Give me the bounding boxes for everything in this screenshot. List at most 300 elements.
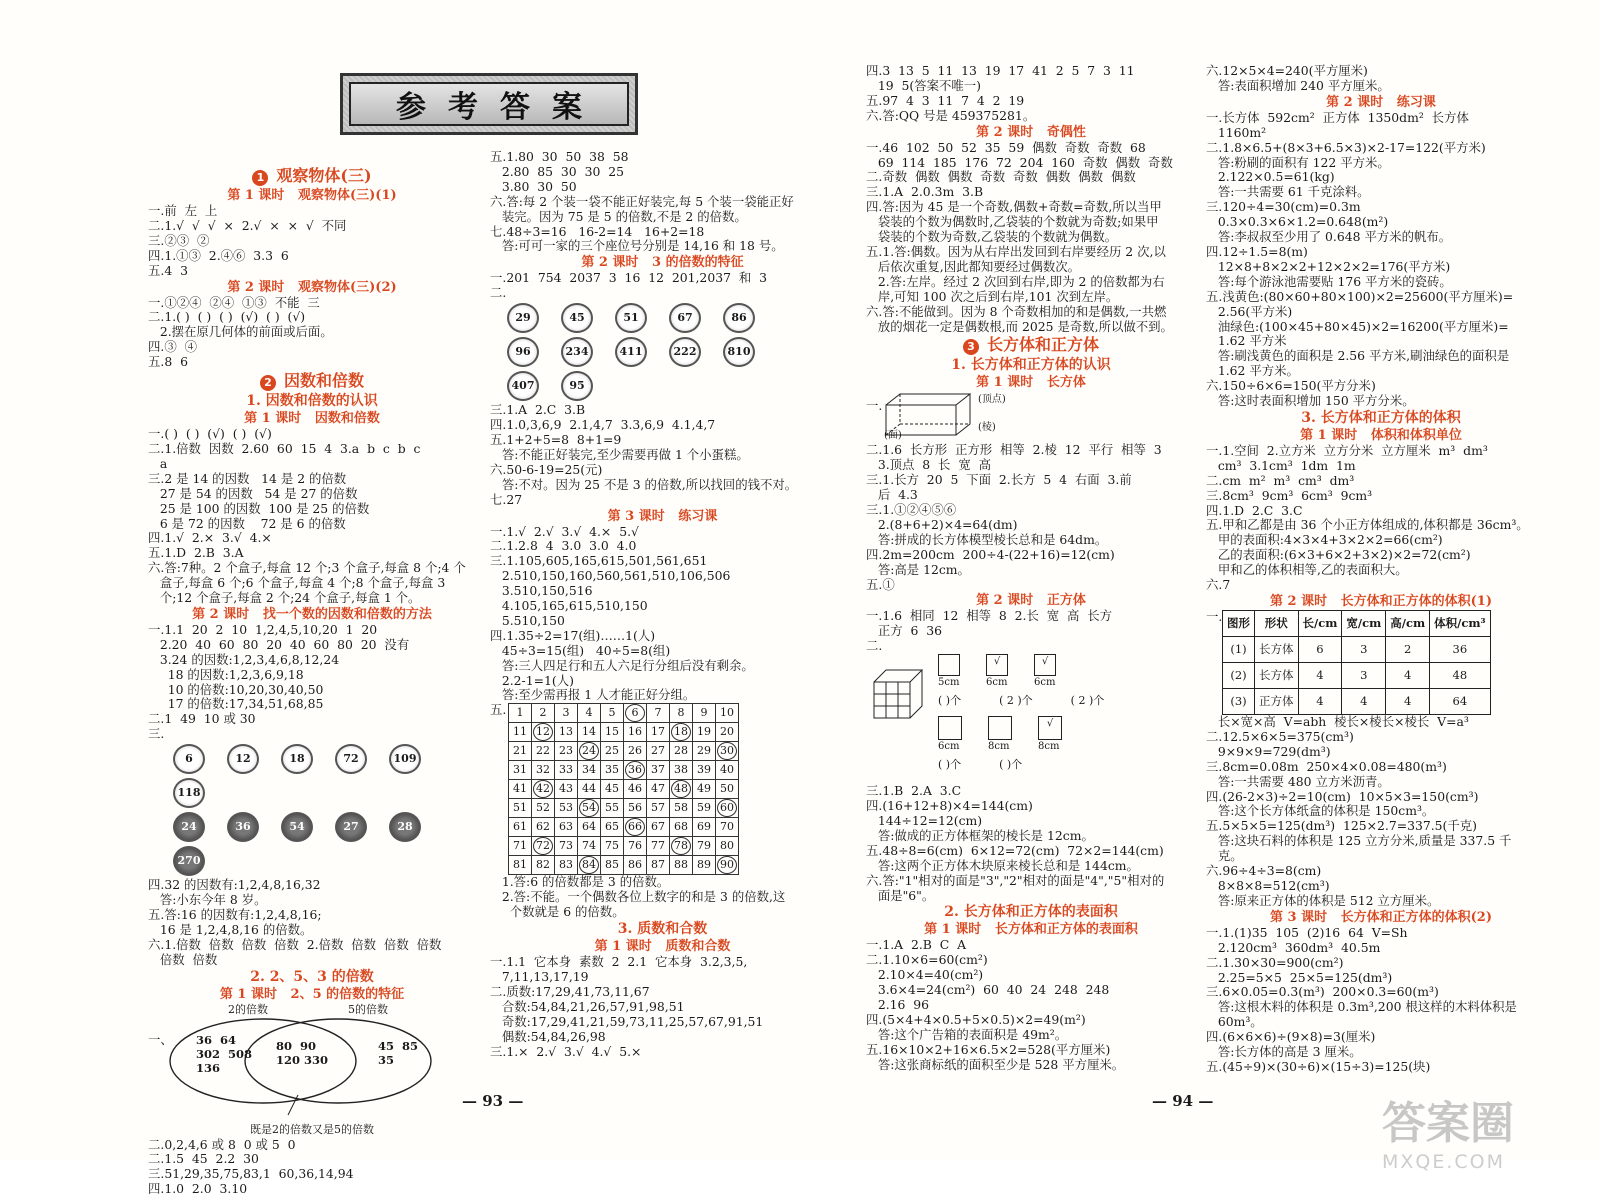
answer-line: 27 是 54 的因数 54 是 27 的倍数 [148, 485, 358, 501]
grid-cell: 48 [670, 780, 693, 799]
column-1 [148, 165, 476, 1197]
grid-cell: 19 [693, 723, 716, 742]
grid-cell: 69 [693, 818, 716, 837]
lesson-heading: 第 1 课时 观察物体(三)(1) [227, 188, 397, 203]
answer-line: 答:这个长方体纸盒的体积是 150cm³。 [1206, 803, 1435, 819]
number-badge: 51 [615, 303, 647, 333]
table-cell: 3 [1342, 637, 1386, 663]
answer-line: 六.答:QQ 号是 459375281。 [866, 107, 1036, 123]
answer-line: 4.105,165,615,510,150 [490, 598, 648, 614]
answer-line: 25 是 100 的因数 100 是 25 的倍数 [148, 500, 370, 516]
answer-line: 二.1.10×6=60(cm²) [866, 952, 988, 968]
answer-line: 二.0,2,4,6 或 8 0 或 5 0 [148, 1136, 296, 1152]
answer-line: 装完。因为 75 是 5 的倍数,不是 2 的倍数。 [490, 208, 747, 224]
grid-cell: 23 [555, 742, 578, 761]
square-row-2: 6cm 8cm √ 8cm [938, 716, 1062, 755]
answer-line: 35 [378, 1052, 395, 1067]
answer-line: 2.(8+6+2)×4=64(dm) [866, 516, 1018, 532]
answer-line: 2.摆在原几何体的前面或后面。 [148, 324, 333, 340]
grid-cell: 81 [509, 856, 532, 875]
grid-cell: 7 [647, 704, 670, 723]
answer-line: 80 90 [276, 1038, 317, 1053]
answer-line: 69 114 185 176 72 204 160 奇数 偶数 奇数 [866, 154, 1173, 170]
answer-line: 3.80 30 50 [490, 178, 577, 194]
answer-line: 偶数:54,84,26,98 [490, 1028, 606, 1044]
grid-cell: 66 [624, 818, 647, 837]
answer-line: 16 是 1,2,4,8,16 的倍数。 [148, 921, 313, 937]
answer-block [148, 1138, 476, 1197]
grid-cell: 58 [670, 799, 693, 818]
answer-line: 五.1+2+5=8 8+1=9 [490, 431, 622, 447]
table-cell: 48 [1430, 663, 1490, 689]
grid-cell: 26 [624, 742, 647, 761]
answer-line: 2.25=5×5 25×5=125(dm³) [1206, 969, 1393, 985]
grid-cell: 72 [532, 837, 555, 856]
table-cell: 4 [1298, 689, 1342, 715]
answer-line: 1.62 平方米 [1206, 333, 1287, 349]
table-header-cell: 图形 [1223, 611, 1255, 637]
table-cell: 4 [1386, 689, 1430, 715]
grid-cell: 38 [670, 761, 693, 780]
answer-line: 甲和乙的体积相等,乙的表面积大。 [1206, 562, 1408, 578]
answer-line: 一.长方体 592cm² 正方体 1350dm² 长方体 [1206, 109, 1469, 125]
answer-line: 四.(5×4+4×0.5+5×0.5)×2=49(m²) [866, 1011, 1086, 1027]
answer-block [148, 878, 476, 967]
answer-line: 答:做成的正方体框架的棱长是 12cm。 [866, 827, 1094, 843]
grid-cell: 40 [716, 761, 739, 780]
grid-cell: 31 [509, 761, 532, 780]
answer-line: 二.奇数 偶数 偶数 奇数 奇数 偶数 偶数 偶数 [866, 169, 1136, 185]
page-number-left: — 93 — [462, 1092, 524, 1110]
grid-cell: 53 [555, 799, 578, 818]
answer-line: 个数就是 6 的倍数。 [490, 904, 625, 920]
answer-line: 四.1.①③ 2.④⑥ 3.3 6 [148, 247, 289, 263]
answer-line: 四.1.0,3,6,9 2.1,4,7 3.3,6,9 4.1,4,7 [490, 417, 716, 433]
grid-cell: 87 [647, 856, 670, 875]
answer-line: 二. [866, 638, 883, 654]
answer-line: 一.前 左 上 [148, 203, 218, 218]
answer-line: 2.510,150,160,560,561,510,106,506 [490, 568, 731, 584]
number-badge: 54 [281, 812, 313, 842]
grid-cell: 85 [601, 856, 624, 875]
grid-cell: 82 [532, 856, 555, 875]
answer-line: 长×宽×高 V=abh 棱长×棱长×棱长 V=a³ [1206, 714, 1469, 729]
answer-line: cm³ 3.1cm³ 1dm 1m [1206, 457, 1356, 473]
lesson-heading: 第 2 课时 练习课 [1326, 94, 1436, 110]
table-cell: 3 [1342, 663, 1386, 689]
answer-block [148, 623, 476, 742]
grid-cell: 71 [509, 837, 532, 856]
watermark: 答案圈 MXQE.COM [1382, 1098, 1514, 1173]
answer-line: 3.510,150,516 [490, 583, 593, 599]
banner-title: 参考答案 [396, 90, 604, 125]
table-row [1223, 663, 1491, 689]
grid-cell: 20 [716, 723, 739, 742]
answer-line: 二.cm m² m³ cm³ dm³ [1206, 472, 1355, 488]
answer-line: 四.(6×6×6)÷(9×8)=3(厘米) [1206, 1029, 1376, 1045]
grid-cell: 6 [624, 704, 647, 723]
answer-line: 答:一共需要 61 千克涂料。 [1206, 184, 1370, 200]
hundred-grid-block: 五. 1 2 3 4 5 6 7 8 9 10 11 12 13 14 15 16 17 18 19 20 21 22 23 24 25 26 27 28 29 30 31 32 33 34 35 36 37 38 39 40 41 42 43 44 45 46 47 48 49 50 51 52 53 54 55 56 57 58 59 60 61 62 63 64 65 66 67 68 69 70 71 72 73 74 75 76 77 78 79 80 81 82 83 84 85 86 87 88 89 90 [490, 703, 835, 875]
number-badge: 234 [561, 337, 593, 367]
answer-line: 二.12.5×6×5=375(cm³) [1206, 728, 1354, 744]
answer-block [148, 427, 476, 606]
grid-cell: 78 [670, 837, 693, 856]
grid-cell: 8 [670, 704, 693, 723]
answer-line: 一.1.1 20 2 10 1,2,4,5,10,20 1 20 [148, 621, 378, 637]
answer-line: 三.1.105,605,165,615,501,561,651 [490, 553, 708, 569]
answer-line: 三.120÷4=30(cm)=0.3m [1206, 199, 1361, 215]
grid-cell: 21 [509, 742, 532, 761]
answer-line: 四.3 13 5 11 13 19 17 41 2 5 7 3 11 [866, 63, 1135, 78]
answer-line: 8×8×8=512(cm³) [1206, 877, 1330, 893]
answer-line: 五.16×10×2+16×6.5×2=528(平方厘米) [866, 1041, 1111, 1057]
answer-line: 面是"6"。 [866, 887, 935, 903]
number-badge: 407 [507, 371, 539, 401]
answer-line: 答:高是 12cm。 [866, 561, 970, 577]
table-row [1223, 637, 1491, 663]
grid-cell: 89 [693, 856, 716, 875]
answer-line: 二. [490, 285, 507, 301]
answer-block [866, 784, 1196, 903]
grid-cell: 29 [693, 742, 716, 761]
answer-line: 0.3×0.3×6×1.2=0.648(m²) [1206, 214, 1389, 230]
answer-block [1206, 926, 1556, 1075]
grid-cell: 43 [555, 780, 578, 799]
answer-line: 盒子,每盒 6 个;6 个盒子,每盒 4 个;8 个盒子,每盒 3 [148, 575, 446, 591]
answer-line: 136 [196, 1060, 221, 1075]
lesson-heading: 第 1 课时 因数和倍数 [244, 411, 380, 427]
answer-line: 一.1.1 它本身 素数 2 2.1 它本身 3.2,3,5, [490, 954, 748, 970]
answer-line: 二.1.5 45 2.2 30 [148, 1151, 259, 1167]
answer-line: 六.96÷4÷3=8(cm) [1206, 863, 1322, 879]
grid-cell: 34 [578, 761, 601, 780]
answer-line: 答:这两个正方体木块原来棱长总和是 144cm。 [866, 857, 1139, 873]
answer-block [866, 609, 1196, 654]
number-badge: 18 [281, 744, 313, 774]
grid-cell: 17 [647, 723, 670, 742]
table-cell: 36 [1430, 637, 1490, 663]
table-cell: 长方体 [1255, 637, 1299, 663]
answer-line: 三.②③ ② [148, 232, 210, 248]
grid-cell: 75 [601, 837, 624, 856]
answer-line: 144÷12=12(cm) [866, 813, 983, 828]
section-heading: 3. 长方体和正方体的体积 [1301, 409, 1461, 426]
answer-line: 一.1.6 相同 12 相等 8 2.长 宽 高 长方 [866, 608, 1113, 624]
answer-line: 四.1.√ 2.× 3.√ 4.× [148, 530, 272, 546]
grid-cell: 16 [624, 723, 647, 742]
number-badge: 222 [669, 337, 701, 367]
answer-line: 2.10×4=40(cm²) [866, 967, 984, 983]
answer-line: 七.48÷3=16 16-2=14 16+2=18 [490, 223, 705, 239]
answer-line: 二.1.8×6.5+(8×3+6.5×3)×2-17=122(平方米) [1206, 139, 1486, 155]
number-badge: 109 [389, 744, 421, 774]
answer-line: 2.答:不能。一个偶数各位上数字的和是 3 的倍数,这 [490, 889, 786, 905]
answer-line: 2.122×0.5=61(kg) [1206, 169, 1335, 185]
answer-line: 一.46 102 50 52 35 59 偶数 奇数 奇数 68 [866, 139, 1146, 155]
table-cell: (3) [1223, 689, 1255, 715]
grid-cell: 33 [555, 761, 578, 780]
grid-cell: 50 [716, 780, 739, 799]
answer-line: 一.( ) ( ) (√) ( ) (√) [148, 426, 272, 442]
number-badge: 118 [173, 778, 205, 808]
answer-line: 1.62 平方米。 [1206, 363, 1299, 379]
answer-block [490, 403, 835, 507]
answer-line: 二.1.倍数 因数 2.60 60 15 4 3.a b c b c [148, 440, 421, 456]
answer-line: 19 5(答案不唯一) [866, 77, 981, 93]
answer-line: 2.2-1=1(人) [490, 672, 574, 688]
grid-cell: 13 [555, 723, 578, 742]
volume-table [1222, 610, 1491, 715]
answer-line: 17 的倍数:17,34,51,68,85 [148, 696, 324, 712]
table-cell: 2 [1386, 637, 1430, 663]
lesson-heading: 第 2 课时 找一个数的因数和倍数的方法 [192, 606, 432, 622]
answer-line: 答:粉刷的面积有 122 平方米。 [1206, 154, 1390, 170]
grid-cell: 84 [578, 856, 601, 875]
answer-line: 答:这时表面积增加 150 平方分米。 [1206, 393, 1415, 409]
answer-line: 合数:54,84,21,26,57,91,98,51 [490, 998, 685, 1014]
grid-cell: 41 [509, 780, 532, 799]
answer-line: 克。 [1206, 848, 1243, 864]
grid-cell: 70 [716, 818, 739, 837]
answer-line: 答:拼成的长方体模型棱长总和是 64dm。 [866, 531, 1108, 547]
grid-cell: 15 [601, 723, 624, 742]
answer-line: 四.③ ④ [148, 339, 197, 355]
number-badge: 45 [561, 303, 593, 333]
answer-line: 2.80 85 30 30 25 [490, 163, 624, 179]
grid-cell: 77 [647, 837, 670, 856]
number-badge: 6 [173, 744, 205, 774]
table-cell: 64 [1430, 689, 1490, 715]
grid-cell: 5 [601, 704, 624, 723]
table-header-cell: 长/cm [1298, 611, 1342, 637]
grid-cell: 12 [532, 723, 555, 742]
section-heading: 2. 2、5、3 的倍数 [250, 968, 374, 985]
grid-cell: 1 [509, 704, 532, 723]
answer-line: 6 是 72 的因数 72 是 6 的倍数 [148, 515, 346, 531]
answer-line: 五.① [866, 576, 895, 592]
answer-line: 7,11,13,17,19 [490, 969, 589, 984]
table-cell: 4 [1342, 689, 1386, 715]
answer-line: 五.97 4 3 11 7 4 2 19 [866, 92, 1025, 108]
section-heading: 1. 长方体和正方体的认识 [951, 357, 1111, 374]
number-badge: 12 [227, 744, 259, 774]
answer-block [866, 141, 1196, 335]
lesson-heading: 第 2 课时 正方体 [976, 593, 1086, 609]
answer-line: 六.12×5×4=240(平方厘米) [1206, 63, 1368, 78]
number-badge: 27 [335, 812, 367, 842]
answer-line: 答:原来正方体的体积是 512 立方厘米。 [1206, 892, 1440, 908]
grid-cell: 32 [532, 761, 555, 780]
grid-cell: 64 [578, 818, 601, 837]
grid-cell: 14 [578, 723, 601, 742]
answer-line: 1160m² [1206, 124, 1267, 140]
answer-line: 乙的表面积:(6×3+6×2+3×2)×2=72(cm²) [1206, 547, 1471, 563]
answer-line: 60m³。 [1206, 1014, 1263, 1030]
grid-cell: 76 [624, 837, 647, 856]
answer-line: 五.1.D 2.B 3.A [148, 545, 244, 561]
answer-line: 一.1.(1)35 105 (2)16 64 V=Sh [1206, 924, 1408, 940]
answer-line: 二.1.√ √ √ × 2.√ × × √ 不同 [148, 217, 347, 233]
answer-line: 五.8 6 [148, 354, 188, 370]
grid-cell: 61 [509, 818, 532, 837]
table-cell: 6 [1298, 637, 1342, 663]
answer-line: 四.(16+12+8)×4=144(cm) [866, 798, 1033, 814]
answer-line: 五.5×5×5=125(dm³) 125×2.7=337.5(千克) [1206, 818, 1478, 834]
number-badge: 24 [173, 812, 205, 842]
answer-line: 10 的倍数:10,20,30,40,50 [148, 681, 324, 697]
answer-line: 二.1.( ) ( ) ( ) (√) ( ) (√) [148, 309, 306, 325]
answer-line: 302 508 [196, 1046, 253, 1061]
answer-line: 五.1.答:偶数。因为从右岸出发回到右岸要经历 2 次,以 [866, 243, 1166, 259]
answer-line: 三.6×0.05=0.3(m³) 200×0.3=60(m³) [1206, 984, 1439, 1000]
answer-line: 3.顶点 8 长 宽 高 [866, 457, 991, 473]
answer-line: 后 4.3 [866, 487, 918, 503]
answer-line: 七.27 [490, 491, 523, 507]
venn-diagram: 一、 2的倍数 5的倍数 36 64 302 508 136 80 90 120 330 45 85 35 [148, 1003, 476, 1123]
section-heading: 2. 长方体和正方体的表面积 [944, 904, 1118, 921]
answer-line: 1.答:6 的倍数都是 3 的倍数。 [490, 874, 670, 890]
answer-line: 五.4 3 [148, 262, 188, 278]
answer-block [490, 875, 835, 920]
answer-block [1206, 444, 1556, 593]
cuboid-figure: 一. (顶点) (棱) (面) [866, 391, 1196, 443]
answer-line: 五.1.80 30 50 38 58 [490, 149, 629, 164]
grid-cell: 68 [670, 818, 693, 837]
answer-line: 五.(45÷9)×(30÷6)×(15÷3)=125(块) [1206, 1058, 1431, 1074]
answer-line: 答:不对。因为 25 不是 3 的倍数,所以找回的钱不对。 [490, 476, 798, 492]
grid-cell: 83 [555, 856, 578, 875]
answer-line: 一.201 754 2037 3 16 12 201,2037 和 3 [490, 270, 767, 286]
answer-line: 答:一共需要 480 立方米沥青。 [1206, 773, 1390, 789]
grid-cell: 57 [647, 799, 670, 818]
grid-cell: 44 [578, 780, 601, 799]
grid-cell: 4 [578, 704, 601, 723]
lesson-heading: 第 2 课时 观察物体(三)(2) [227, 279, 397, 295]
grid-cell: 2 [532, 704, 555, 723]
pill-grid [490, 301, 766, 403]
grid-cell: 62 [532, 818, 555, 837]
answer-line: 3.6×4=24(cm²) 60 40 24 248 248 [866, 982, 1110, 998]
answer-line: 三.1.A 2.0.3m 3.B [866, 184, 984, 200]
number-badge: 95 [561, 371, 593, 401]
answer-line: 袋装的个数为奇数,乙袋装的个数就为偶数。 [866, 229, 1118, 245]
answer-line: 六.50-6-19=25(元) [490, 461, 603, 477]
answer-line: 油绿色:(100×45+80×45)×2=16200(平方厘米)= [1206, 318, 1509, 334]
answer-line: 六.答:每 2 个装一袋不能正好装完,每 5 个装一袋能正好 [490, 193, 794, 209]
grid-cell: 22 [532, 742, 555, 761]
answer-line: 六.1.倍数 倍数 倍数 倍数 2.倍数 倍数 倍数 倍数 [148, 936, 442, 952]
answer-line: 二.质数:17,29,41,73,11,67 [490, 983, 650, 999]
answer-line: a [148, 455, 168, 471]
number-badge: 36 [227, 812, 259, 842]
number-badge: 96 [507, 337, 539, 367]
lesson-heading: 第 1 课时 长方体和正方体的表面积 [924, 922, 1138, 938]
venn-caption: 既是2的倍数又是5的倍数 [250, 1122, 374, 1136]
answer-line: 答:至少需再报 1 人才能正好分组。 [490, 687, 696, 703]
answer-line: 三.1.A 2.C 3.B [490, 402, 586, 418]
answer-line: 答:三人四足行和五人六足行分组后没有剩余。 [490, 657, 754, 673]
number-badge: 28 [389, 812, 421, 842]
column-2 [490, 150, 835, 1059]
grid-cell: 49 [693, 780, 716, 799]
lesson-heading: 第 3 课时 练习课 [607, 508, 718, 524]
answer-block [148, 204, 476, 279]
grid-cell: 36 [624, 761, 647, 780]
grid-cell: 51 [509, 799, 532, 818]
answer-block [866, 64, 1196, 124]
answer-line: 2.答:左岸。经过 2 次回到右岸,即为 2 的倍数都为右 [866, 273, 1165, 289]
grid-cell: 18 [670, 723, 693, 742]
number-badge: 86 [723, 303, 755, 333]
grid-cell: 88 [670, 856, 693, 875]
answer-line: 45 85 [378, 1038, 419, 1053]
answer-line: 答:这块石料的体积是 125 立方分米,质量是 337.5 千 [1206, 833, 1512, 849]
grid-cell: 54 [578, 799, 601, 818]
table-header-cell: 宽/cm [1342, 611, 1386, 637]
grid-cell: 35 [601, 761, 624, 780]
grid-cell: 63 [555, 818, 578, 837]
answer-line: 答:这张商标纸的面积至少是 528 平方厘米。 [866, 1056, 1125, 1072]
grid-cell: 52 [532, 799, 555, 818]
answer-line: 甲的表面积:4×3×4+3×2×2=66(cm²) [1206, 532, 1443, 548]
page-number-right: — 94 — [1152, 1092, 1214, 1110]
answer-line: 岸,可知 100 次之后到右岸,101 次到左岸。 [866, 288, 1119, 304]
answer-line: 五.48÷8=6(cm) 6×12=72(cm) 72×2=144(cm) [866, 842, 1164, 858]
table-cell: (2) [1223, 663, 1255, 689]
table-cell: 4 [1386, 663, 1430, 689]
volume-table-block: 一. 图形 形状 长/cm 宽/cm 高/cm 体积/cm³ (1) 长方体 6 3 2 36 (2) 长方体 4 3 4 48 (3) 正方体 4 4 4 64 [1206, 610, 1556, 715]
grid-cell: 74 [578, 837, 601, 856]
answer-line: 四.答:因为 45 是一个奇数,偶数+奇数=奇数,所以当甲 [866, 199, 1162, 215]
grid-cell: 27 [647, 742, 670, 761]
section-heading: 3. 质数和合数 [617, 921, 708, 938]
apple-row-1 [148, 742, 476, 810]
square-row-1: 5cm √ 6cm √ 6cm [938, 656, 1056, 689]
answer-line: 放的烟花一定是偶数根,而 2025 是奇数,所以做不到。 [866, 318, 1173, 334]
answer-line: 袋装的个数为偶数时,乙袋装的个数就为奇数;如果甲 [866, 214, 1159, 230]
grid-cell: 24 [578, 742, 601, 761]
lesson-heading: 第 1 课时 长方体 [976, 375, 1086, 391]
answer-line: 个;12 个盒子,每盒 2 个;24 个盒子,每盒 1 个。 [148, 590, 421, 606]
grid-cell: 42 [532, 780, 555, 799]
unit-1-heading: 1 观察物体(三) [148, 165, 476, 187]
answer-line: 四.(26-2×3)÷2=10(cm) 10×5×3=150(cm³) [1206, 788, 1479, 804]
answer-line: 后依次重复,因此都知要经过偶数次。 [866, 258, 1081, 274]
answer-line: 二.1.6 长方形 正方形 相等 2.棱 12 平行 相等 3 [866, 442, 1162, 458]
answer-line: 5.510,150 [490, 612, 565, 628]
answer-line: 六.答:7种。2 个盒子,每盒 12 个;3 个盒子,每盒 8 个;4 个 [148, 560, 466, 576]
grid-cell: 25 [601, 742, 624, 761]
grid-cell: 45 [601, 780, 624, 799]
answer-block [490, 150, 835, 254]
number-badge: 72 [335, 744, 367, 774]
answer-line: 二.1 49 10 或 30 [148, 711, 256, 727]
answer-line: 45÷3=15(组) 40÷5=8(组) [490, 642, 671, 658]
answer-line: 五.浅黄色:(80×60+80×100)×2=25600(平方厘米)= [1206, 288, 1514, 304]
answer-line: 三.2 是 14 的因数 14 是 2 的倍数 [148, 470, 347, 486]
answer-line: 三. [148, 726, 165, 742]
answer-line: 三.1.B 2.A 3.C [866, 783, 962, 799]
cube-stack-icon [870, 664, 930, 724]
answer-line: 四.2m=200cm 200÷4-(22+16)=12(cm) [866, 546, 1115, 562]
number-badge: 67 [669, 303, 701, 333]
table-cell: 4 [1298, 663, 1342, 689]
answer-line: 二.1.30×30=900(cm²) [1206, 954, 1344, 970]
lesson-heading: 第 1 课时 体积和体积单位 [1300, 427, 1462, 443]
answer-block [1206, 64, 1556, 94]
table-cell: 正方体 [1255, 689, 1299, 715]
